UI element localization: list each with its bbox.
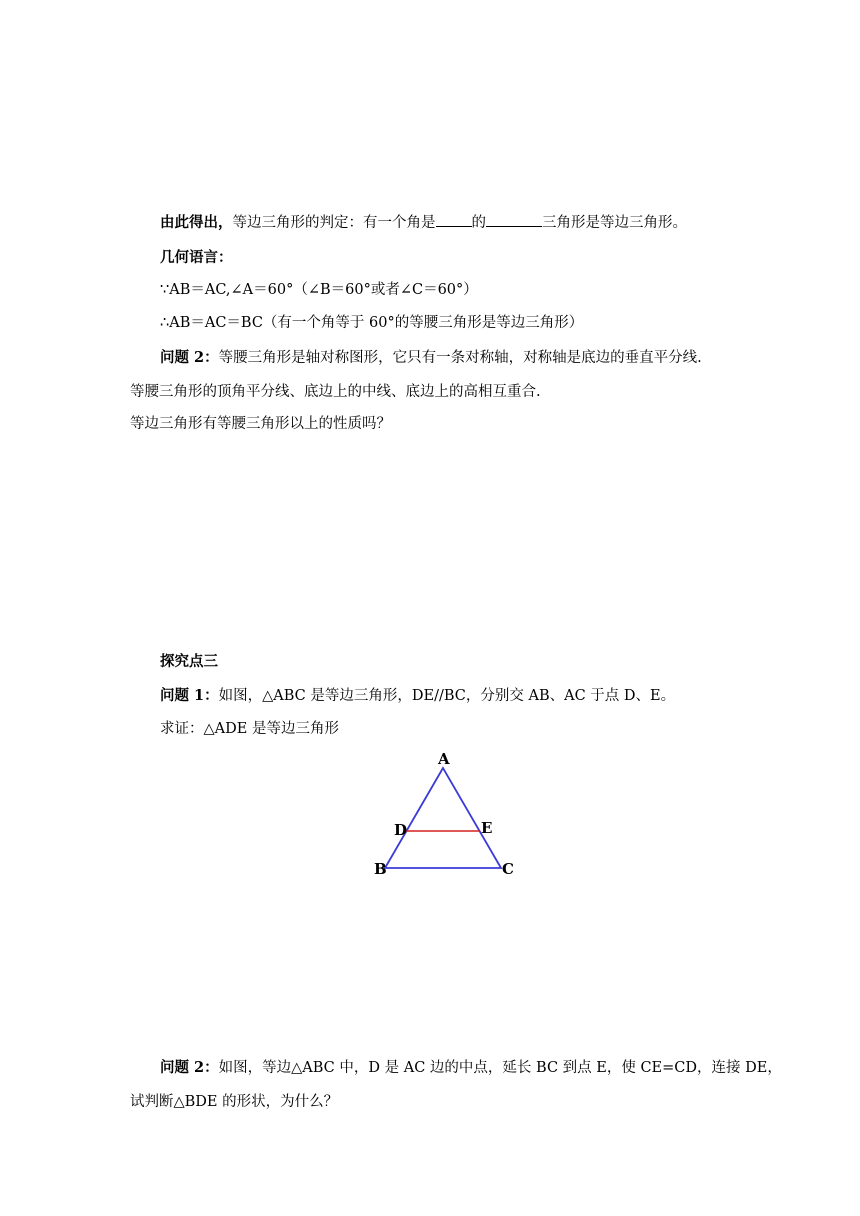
therefore-statement: ∴AB＝AC＝BC（有一个角等于 60°的等腰三角形是等边三角形） xyxy=(160,315,584,331)
section-3-prove-line: 求证：△ADE 是等边三角形 xyxy=(160,721,339,737)
conclusion-line xyxy=(160,212,687,233)
section-3-question-2-text: 如图，等边△ABC 中，D 是 AC 边的中点，延长 BC 到点 E，使 CE=CD，连接 DE， xyxy=(218,1060,782,1076)
section-3-question-2 xyxy=(160,1058,782,1078)
section-3-question-1-text: 如图，△ABC 是等边三角形，DE//BC，分别交 AB、AC 于点 D、E。 xyxy=(218,688,676,704)
section-3-question-1-label: 问题 1： xyxy=(160,687,219,704)
label-c: C xyxy=(502,860,514,878)
conclusion-lead: 由此得出， xyxy=(160,214,233,231)
blank-angle xyxy=(436,212,472,227)
geometry-language-label: 几何语言： xyxy=(160,249,233,266)
label-b: B xyxy=(374,860,387,878)
label-d: D xyxy=(394,821,408,839)
label-a: A xyxy=(438,750,450,768)
conclusion-text-b: 的 xyxy=(471,215,486,231)
conclusion-text-c: 三角形是等边三角形。 xyxy=(542,215,687,231)
conclusion-text-a: 等边三角形的判定：有一个角是 xyxy=(232,215,436,231)
triangle-abc xyxy=(385,768,501,868)
question-2-line-2: 等腰三角形的顶角平分线、底边上的中线、底边上的高相互重合. xyxy=(130,384,541,400)
question-2-line-1 xyxy=(160,348,702,368)
question-2-label: 问题 2： xyxy=(160,349,219,366)
because-statement: ∵AB＝AC,∠A＝60°（∠B＝60°或者∠C＝60°） xyxy=(160,282,478,298)
section-3-title: 探究点三 xyxy=(160,653,218,670)
question-2-line-3: 等边三角形有等腰三角形以上的性质吗？ xyxy=(130,416,391,432)
question-2-text: 等腰三角形是轴对称图形，它只有一条对称轴，对称轴是底边的垂直平分线. xyxy=(218,350,702,366)
blank-triangle-type xyxy=(486,212,542,227)
triangle-figure xyxy=(360,748,530,883)
section-3-question-1 xyxy=(160,686,675,706)
section-3-question-2-line-2: 试判断△BDE 的形状，为什么？ xyxy=(130,1094,339,1110)
label-e: E xyxy=(481,819,493,837)
section-3-question-2-label: 问题 2： xyxy=(160,1059,219,1076)
